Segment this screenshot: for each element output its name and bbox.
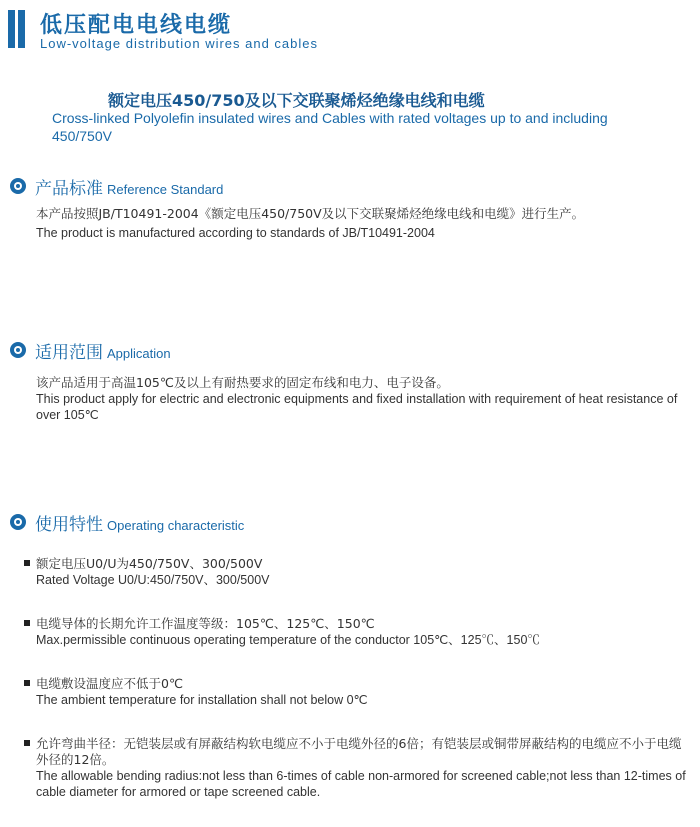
page-title: 低压配电电线电缆 — [40, 13, 233, 38]
item-text-cn: 额定电压U0/U为450/750V、300/500V — [36, 556, 263, 571]
section-heading-cn: 使用特性 — [35, 515, 103, 535]
body-text-en: This product apply for electric and electronic equipments and fixed installation with requirement of heat resistance of over 105℃ — [36, 392, 678, 422]
product-title-en: Cross-linked Polyolefin insulated wires and Cables with rated voltages up to and including 450/750V — [52, 110, 608, 144]
body-text-cn: 该产品适用于高温105℃及以上有耐热要求的固定布线和电力、电子设备。 — [36, 375, 449, 390]
item-text-en: The ambient temperature for installation shall not below 0℃ — [36, 693, 368, 707]
list-item — [24, 736, 688, 800]
item-text-en: Rated Voltage U0/U:450/750V、300/500V — [36, 573, 270, 587]
item-text-cn: 电缆导体的长期允许工作温度等级：105℃、125℃、150℃ — [36, 616, 375, 631]
list-item — [24, 676, 688, 708]
item-text-cn: 电缆敷设温度应不低于0℃ — [36, 676, 183, 691]
section-body-application — [36, 375, 686, 423]
section-heading-en: Application — [107, 346, 171, 361]
item-text-cn: 允许弯曲半径：无铠装层或有屏蔽结构软电缆应不小于电缆外径的6倍；有铠装层或铜带屏蔽结构的电缆应不小于电缆外径的12倍。 — [36, 736, 682, 767]
header-bar-left — [8, 10, 15, 48]
section-heading-cn: 适用范围 — [35, 343, 103, 363]
body-text-en: The product is manufactured according to standards of JB/T10491-2004 — [36, 226, 435, 240]
section-heading-en: Reference Standard — [107, 182, 224, 197]
square-bullet-icon — [24, 560, 30, 566]
section-heading-cn: 产品标准 — [35, 179, 103, 199]
section-heading-en: Operating characteristic — [107, 518, 245, 533]
square-bullet-icon — [24, 740, 30, 746]
square-bullet-icon — [24, 620, 30, 626]
body-text-cn: 本产品按照JB/T10491-2004《额定电压450/750V及以下交联聚烯烃绝缘电线和电缆》进行生产。 — [36, 206, 585, 221]
page-subtitle: Low-voltage distribution wires and cables — [40, 36, 319, 51]
circle-bullet-icon — [10, 342, 26, 358]
section-body-standard — [36, 206, 686, 241]
item-text-en: The allowable bending radius:not less than 6-times of cable non-armored for screened cable;not less than 12-times of cable diameter for armored or tape screened cable. — [36, 769, 686, 799]
item-text-en: Max.permissible continuous operating temperature of the conductor 105℃、125℃、150℃ — [36, 633, 540, 647]
product-title-cn: 额定电压450/750及以下交联聚烯烃绝缘电线和电缆 — [108, 91, 485, 110]
header-bar-right — [18, 10, 25, 48]
list-item — [24, 556, 688, 588]
circle-bullet-icon — [10, 178, 26, 194]
circle-bullet-icon — [10, 514, 26, 530]
square-bullet-icon — [24, 680, 30, 686]
list-item — [24, 616, 688, 648]
